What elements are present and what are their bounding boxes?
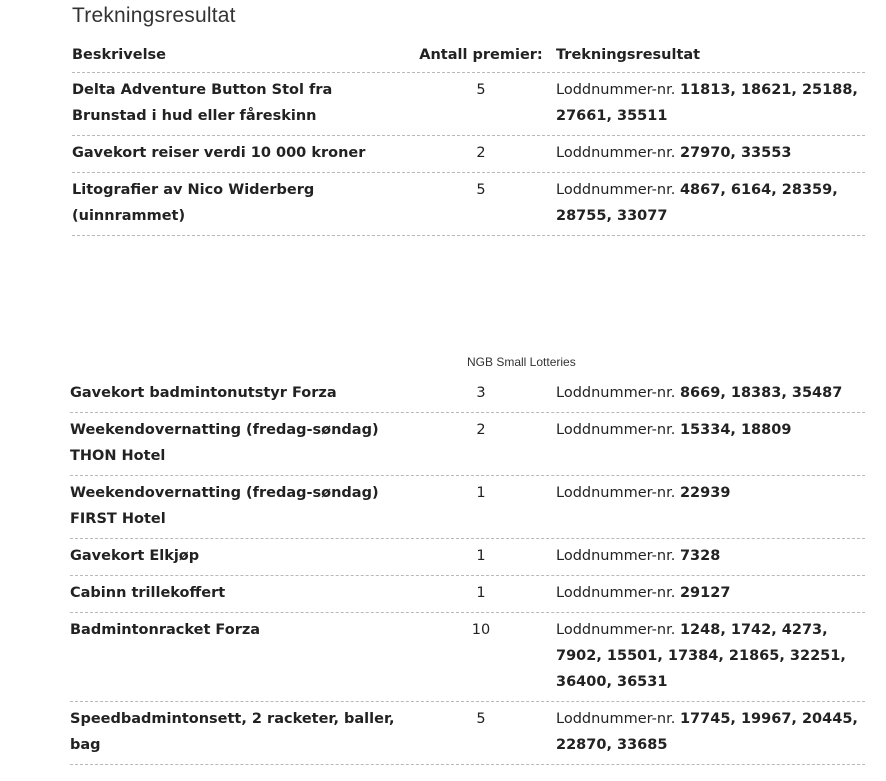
winning-ticket-numbers: 8669, 18383, 35487 [679, 385, 843, 401]
table-row [70, 476, 865, 539]
prize-description: Delta Adventure Button Stol fra Brunstad i hud eller fåreskinn [72, 82, 333, 124]
prize-description: Gavekort Elkjøp [70, 548, 200, 564]
prize-count: 2 [476, 145, 486, 161]
prize-count: 10 [471, 622, 491, 638]
winning-ticket-numbers: 15334, 18809 [679, 422, 792, 438]
prize-description: Litografier av Nico Widerberg (uinnrammet) [72, 182, 315, 224]
draw-result [556, 617, 865, 695]
prize-description: Gavekort badmintonutstyr Forza [70, 385, 337, 401]
ticket-number-prefix: Loddnummer-nr. [556, 82, 676, 98]
prize-description: Weekendovernatting (fredag-søndag) THON Hotel [70, 422, 379, 464]
table-row [72, 73, 865, 136]
prize-count: 1 [476, 485, 486, 501]
prize-count: 5 [476, 711, 486, 727]
column-header-prize-count: Antall premier: [419, 47, 543, 63]
table-row [72, 136, 865, 173]
draw-result [556, 177, 865, 229]
prize-description: Badmintonracket Forza [70, 622, 261, 638]
prize-description: Cabinn trillekoffert [70, 585, 226, 601]
table-row [70, 576, 865, 613]
draw-result [556, 417, 865, 443]
ticket-number-prefix: Loddnummer-nr. [556, 711, 676, 727]
winning-ticket-numbers: 7328 [679, 548, 721, 564]
prize-description: Weekendovernatting (fredag-søndag) FIRST Hotel [70, 485, 379, 527]
ticket-number-prefix: Loddnummer-nr. [556, 182, 676, 198]
winning-ticket-numbers: 17745, 19967, 20445, 22870, 33685 [556, 711, 858, 753]
prize-description: Speedbadmintonsett, 2 racketer, baller, bag [70, 711, 395, 753]
winning-ticket-numbers: 11813, 18621, 25188, 27661, 35511 [556, 82, 858, 124]
ticket-number-prefix: Loddnummer-nr. [556, 145, 676, 161]
prize-count: 3 [476, 385, 486, 401]
table-row [70, 702, 865, 765]
column-header-result: Trekningsresultat [556, 47, 701, 63]
table-row [72, 173, 865, 236]
column-header-description: Beskrivelse [72, 47, 167, 63]
winning-ticket-numbers: 4867, 6164, 28359, 28755, 33077 [556, 182, 838, 224]
prize-count: 5 [476, 182, 486, 198]
table-header-row [72, 40, 865, 73]
draw-result [556, 380, 865, 406]
ticket-number-prefix: Loddnummer-nr. [556, 385, 676, 401]
draw-result [556, 543, 865, 569]
draw-result [556, 77, 865, 129]
winning-ticket-numbers: 27970, 33553 [679, 145, 792, 161]
table-row [70, 539, 865, 576]
ticket-number-prefix: Loddnummer-nr. [556, 585, 676, 601]
prize-description: Gavekort reiser verdi 10 000 kroner [72, 145, 366, 161]
table-row [70, 613, 865, 702]
results-table-main [72, 40, 865, 236]
page-title: Trekningsresultat [72, 4, 236, 27]
winning-ticket-numbers: 1248, 1742, 4273, 7902, 15501, 17384, 21865, 32251, 36400, 36531 [556, 622, 846, 690]
ticket-number-prefix: Loddnummer-nr. [556, 622, 676, 638]
winning-ticket-numbers: 22939 [679, 485, 731, 501]
draw-result [556, 706, 865, 758]
draw-result [556, 140, 865, 166]
ticket-number-prefix: Loddnummer-nr. [556, 485, 676, 501]
prize-count: 1 [476, 548, 486, 564]
draw-result [556, 480, 865, 506]
table-row [70, 376, 865, 413]
ticket-number-prefix: Loddnummer-nr. [556, 548, 676, 564]
table-row [70, 413, 865, 476]
section-title-ngb-small-lotteries: NGB Small Lotteries [467, 355, 576, 369]
winning-ticket-numbers: 29127 [679, 585, 731, 601]
draw-result [556, 580, 865, 606]
prize-count: 1 [476, 585, 486, 601]
prize-count: 5 [476, 82, 486, 98]
results-table-ngb-small-lotteries [70, 376, 865, 765]
prize-count: 2 [476, 422, 486, 438]
ticket-number-prefix: Loddnummer-nr. [556, 422, 676, 438]
